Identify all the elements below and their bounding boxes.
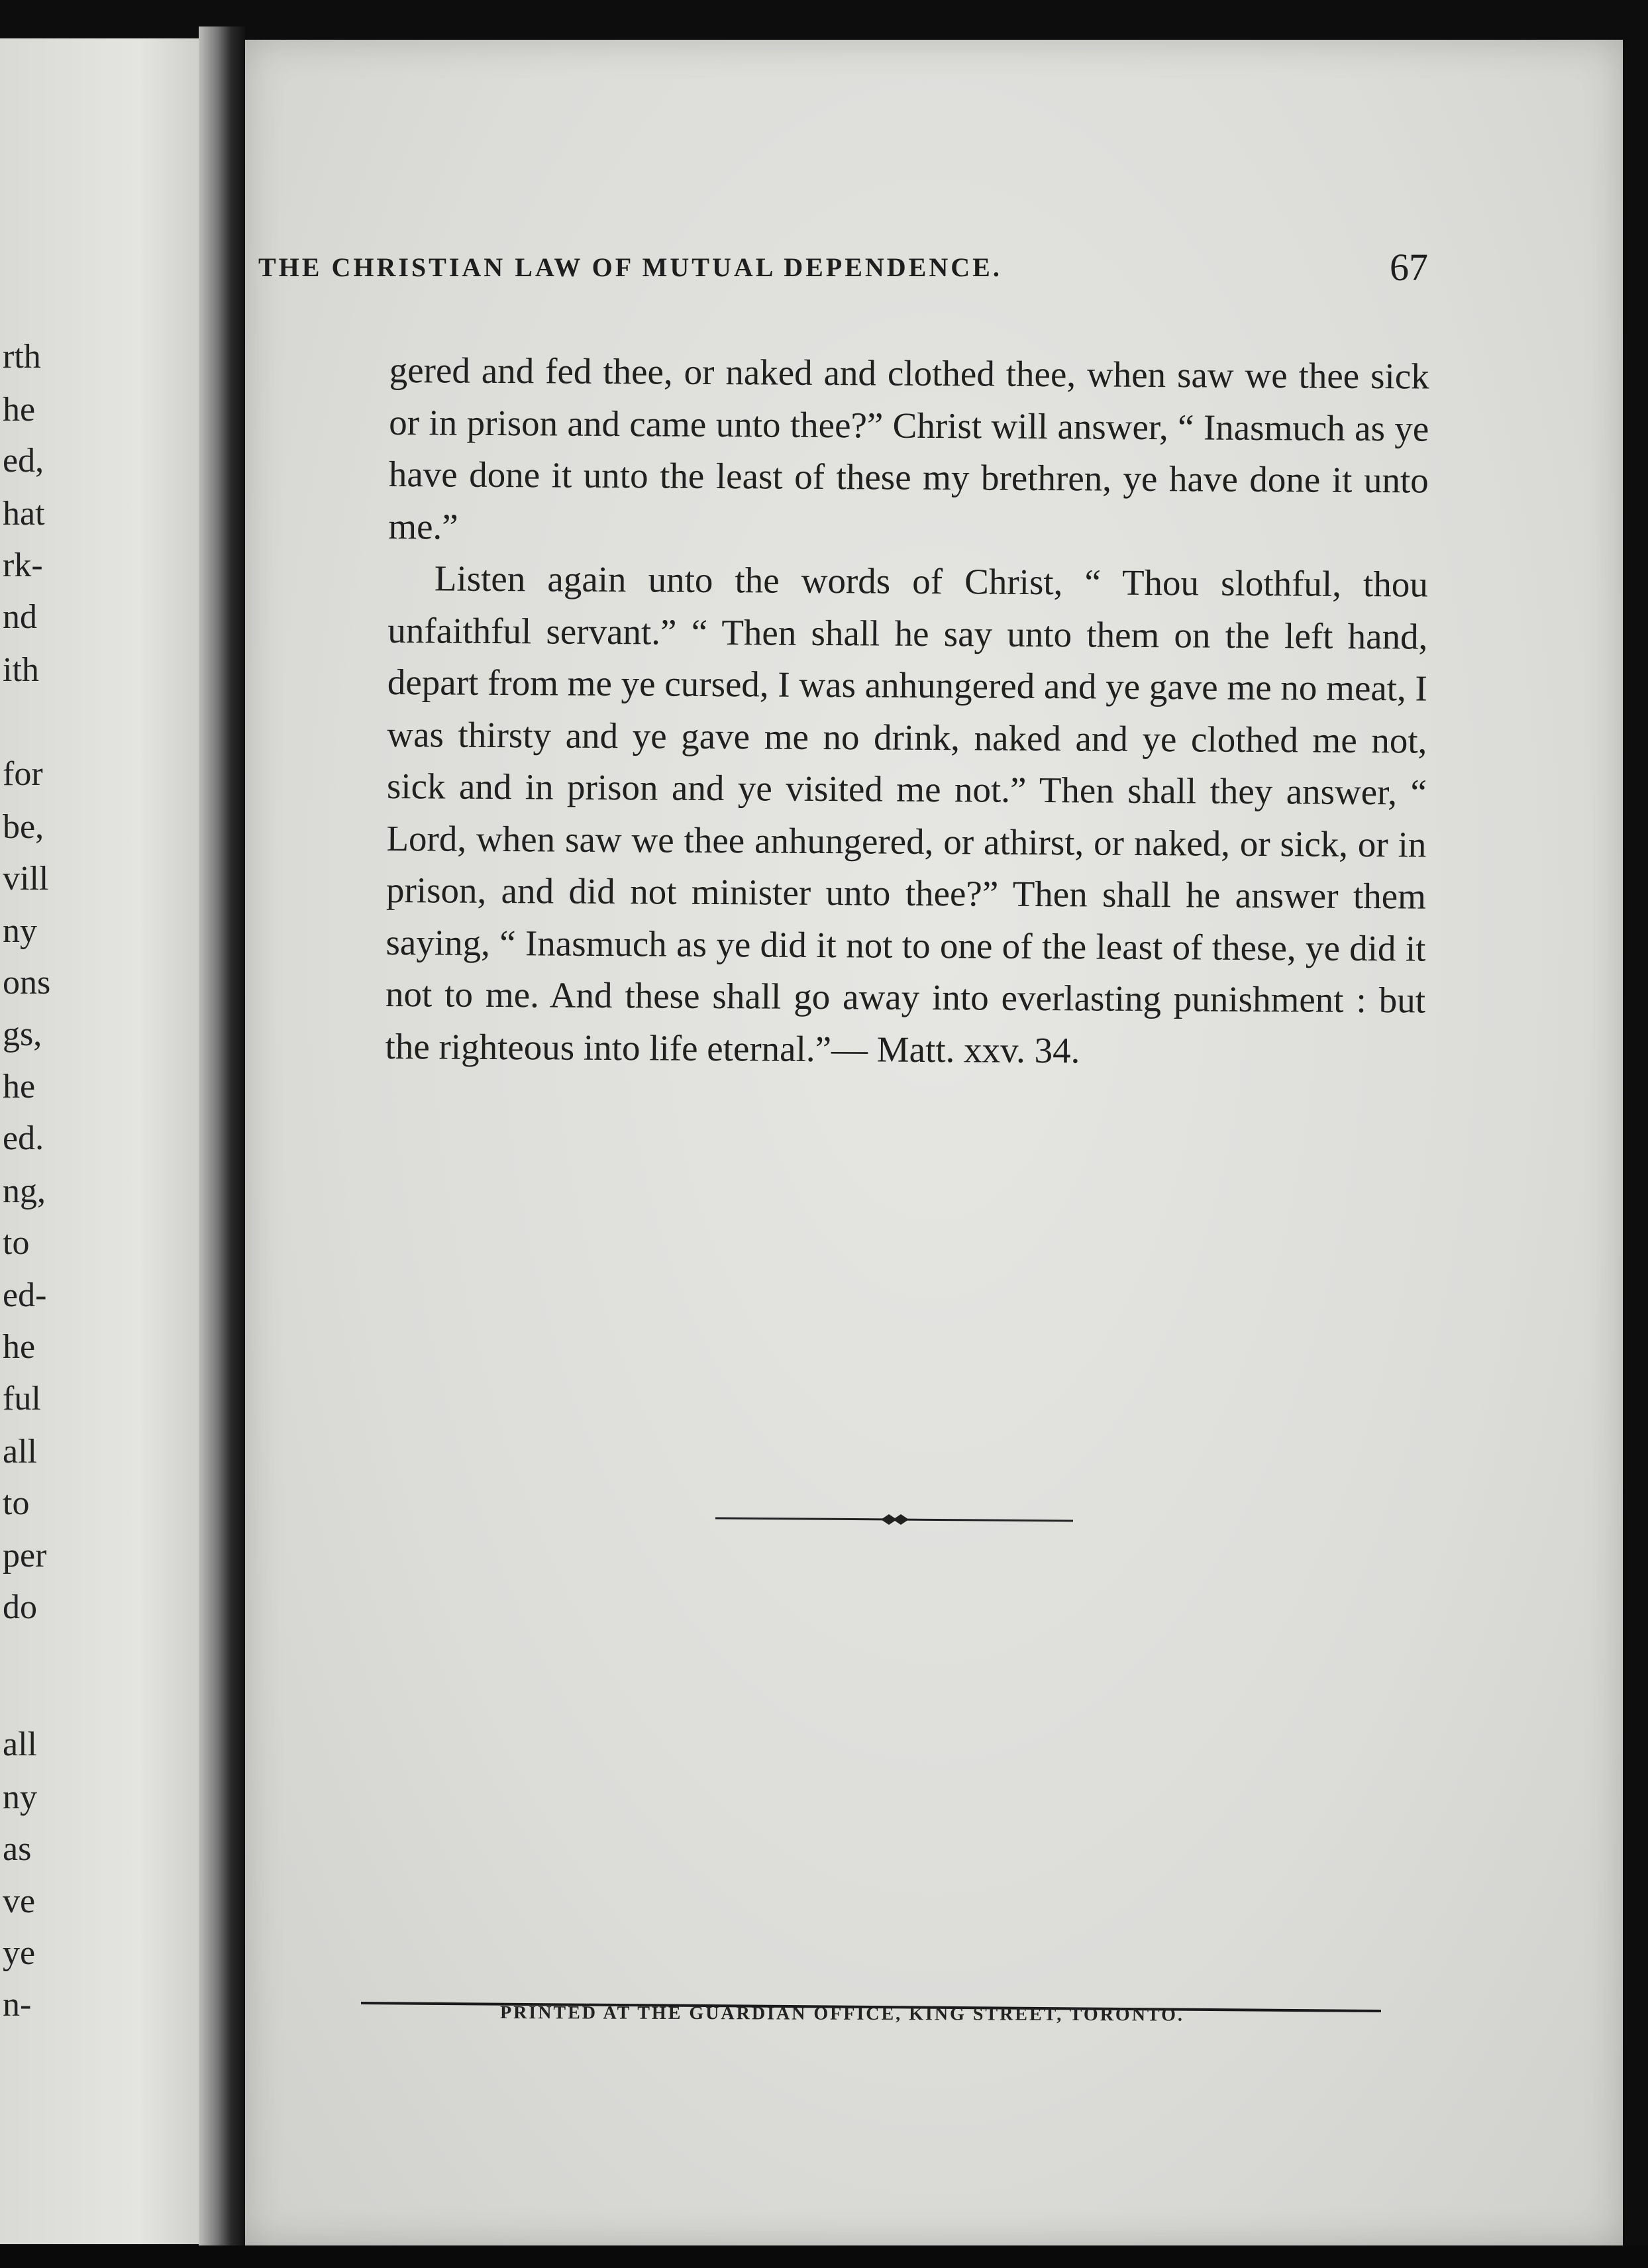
book-spine xyxy=(199,26,245,2265)
left-page-fragment: as xyxy=(3,1830,32,1868)
left-page-fragment: gs, xyxy=(3,1015,42,1053)
left-page-fragment: ed. xyxy=(3,1119,44,1157)
left-page-edge xyxy=(0,38,199,2244)
page-body xyxy=(385,344,1429,1079)
left-page-fragment: ith xyxy=(3,651,39,689)
paragraph: gered and fed thee, or naked and clothed thee, when saw we thee sick or in prison and came unto thee?” Christ will answer, “ Inasmuch as ye have done it unto the least of these my brethren, ye have done it unto me.” xyxy=(388,349,1429,547)
left-page-fragment: ed- xyxy=(3,1276,47,1314)
left-page-fragment: he xyxy=(3,1328,36,1366)
left-page-fragment: he xyxy=(3,1068,36,1106)
left-page-fragment: be, xyxy=(3,808,44,846)
section-ornament xyxy=(715,1510,1073,1530)
running-header: THE CHRISTIAN LAW OF MUTUAL DEPENDENCE. xyxy=(258,252,1002,282)
printer-imprint: PRINTED AT THE GUARDIAN OFFICE, KING STREET, TORONTO. xyxy=(499,2002,1184,2026)
left-page-fragment: ny xyxy=(3,912,37,950)
left-page-fragment: ng, xyxy=(3,1172,46,1210)
left-page-fragment: to xyxy=(3,1484,30,1522)
left-page-fragment: vill xyxy=(3,860,49,898)
left-page-fragment: per xyxy=(3,1537,47,1574)
left-page-fragment: all xyxy=(3,1433,37,1470)
left-page-fragment: ny xyxy=(3,1778,37,1816)
left-page-fragment: n- xyxy=(3,1986,32,2024)
left-page-fragment: for xyxy=(3,755,43,793)
left-page-fragment: ye xyxy=(3,1934,36,1972)
page-number: 67 xyxy=(1390,246,1428,289)
left-page-fragment: ve xyxy=(3,1882,36,1920)
left-page-fragment: rk- xyxy=(3,546,43,584)
left-page-fragment: ons xyxy=(3,964,51,1002)
left-page-fragment: all xyxy=(3,1726,37,1763)
left-page-fragment: do xyxy=(3,1588,37,1626)
left-page-fragment: nd xyxy=(3,598,37,636)
left-page-fragment: ed, xyxy=(3,442,44,480)
scan-border xyxy=(0,2245,1648,2268)
left-page-fragment: to xyxy=(3,1224,30,1262)
left-page-fragment: he xyxy=(3,391,36,429)
left-page-fragment: hat xyxy=(3,495,45,533)
left-page-fragment: rth xyxy=(3,338,41,376)
left-page-fragment: ful xyxy=(3,1380,41,1418)
paragraph: Listen again unto the words of Christ, “ Thou slothful, thou unfaithful servant.” “ Then shall he say unto them on the left hand, depart from me ye cursed, I was anhungered and ye gave me no meat, I was thirsty and ye gave me no drink, naked and ye clothed me not, sick and in prison and ye visited me not.” Then shall they answer, “ Lord, when saw we thee anhungered, or athirst, or naked, or sick, or in prison, and did not minister unto thee?” Then shall he answer them saying, “ Inasmuch as ye did it not to one of the least of these, ye did it not to me. And these shall go away into everlasting punishment : but the righteous into life eternal.”— Matt. xxv. 34. xyxy=(385,558,1429,1070)
